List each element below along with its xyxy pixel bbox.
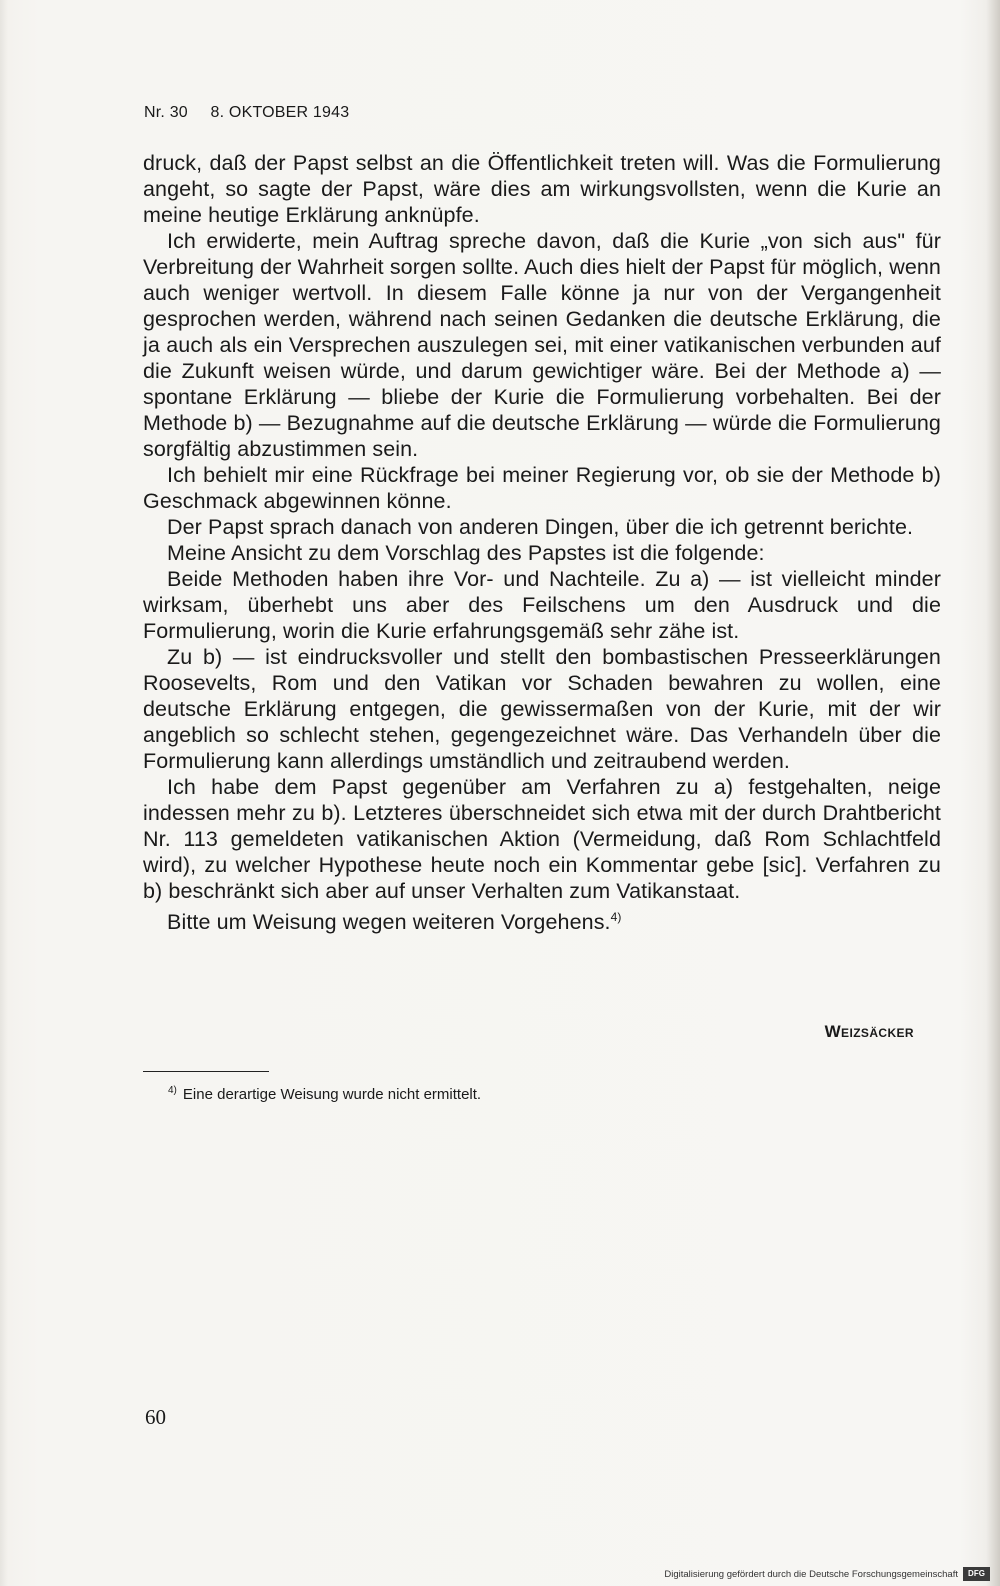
page-edge-shadow [986,0,1000,1586]
paragraph: druck, daß der Papst selbst an die Öffentlichkeit treten will. Was die Formulierung angeht, so sagte der Papst, wäre dies am wirkungsvollsten, wenn die Kurie an meine heutige Erklärung anknüpfe. [143,151,941,227]
document-date: 8. OKTOBER 1943 [210,104,350,121]
paragraph: Der Papst sprach danach von anderen Dingen, über die ich getrennt berichte. [167,515,914,539]
footnote-marker: 4) [168,1085,177,1096]
paragraph: Meine Ansicht zu dem Vorschlag des Papstes ist die folgende: [167,541,765,565]
document-number: Nr. 30 [144,104,188,121]
footnote-reference: 4) [610,910,622,924]
digitization-credit: Digitalisierung gefördert durch die Deutsche Forschungsgemeinschaft [664,1569,958,1580]
footnote-text: Eine derartige Weisung wurde nicht ermittelt. [182,1086,482,1103]
body-text [143,150,941,935]
paragraph: Beide Methoden haben ihre Vor- und Nachteile. Zu a) — ist vielleicht minder wirksam, überhebt uns aber des Feilschens um den Ausdruck und die Formulierung, worin die Kurie erfahrungsgemäß sehr zähe ist. [143,567,941,643]
last-paragraph-text: Bitte um Weisung wegen weiteren Vorgehens. [167,910,611,935]
running-head [144,104,349,122]
paragraph: Zu b) — ist eindrucksvoller und stellt den bombastischen Presseerklärungen Roosevelts, Rom und den Vatikan vor Schaden bewahren zu wollen, eine deutsche Erklärung entgegen, die gewissermaßen von der Kurie, mit der wir angeblich so schlecht stehen, gegengezeichnet wäre. Das Verhandeln über die Formulierung kann allerdings umständlich und zeitraubend werden. [143,645,941,773]
dfg-logo: DFG [963,1567,990,1581]
footnote [168,1085,481,1103]
page-number: 60 [145,1405,166,1429]
paragraph: Ich habe dem Papst gegenüber am Verfahren zu a) festgehalten, neige indessen mehr zu b). Letzteres überschneidet sich etwa mit der durch Drahtbericht Nr. 113 gemeldeten vatikanischen Aktion (Vermeidung, daß Rom Schlachtfeld wird), zu welcher Hypothese heute noch ein Kommentar gebe [sic]. Verfahren zu b) beschränkt sich aber auf unser Verhalten zum Vatikanstaat. [143,775,941,903]
paragraph: Ich behielt mir eine Rückfrage bei meiner Regierung vor, ob sie der Methode b) Geschmack abgewinnen könne. [143,463,941,513]
footnote-divider [143,1071,269,1072]
paragraph-last [143,904,941,935]
signature: Weizsäcker [824,1022,914,1041]
paragraph: Ich erwiderte, mein Auftrag spreche davon, daß die Kurie „von sich aus" für Verbreitung der Wahrheit sorgen sollte. Auch dies hielt der Papst für möglich, wenn auch weniger wertvoll. In diesem Falle könne ja nur von der Vergangenheit gesprochen werden, während nach seinen Gedanken die deutsche Erklärung, die ja auch als ein Versprechen auszulegen sei, mit einer vatikanischen verbunden auf die Zukunft weisen würde, und darum gewichtiger wäre. Bei der Methode a) — spontane Erklärung — bliebe der Kurie die Formulierung vorbehalten. Bei der Methode b) — Bezugnahme auf die deutsche Erklärung — würde die Formulierung sorgfältig abzustimmen sein. [143,229,941,461]
